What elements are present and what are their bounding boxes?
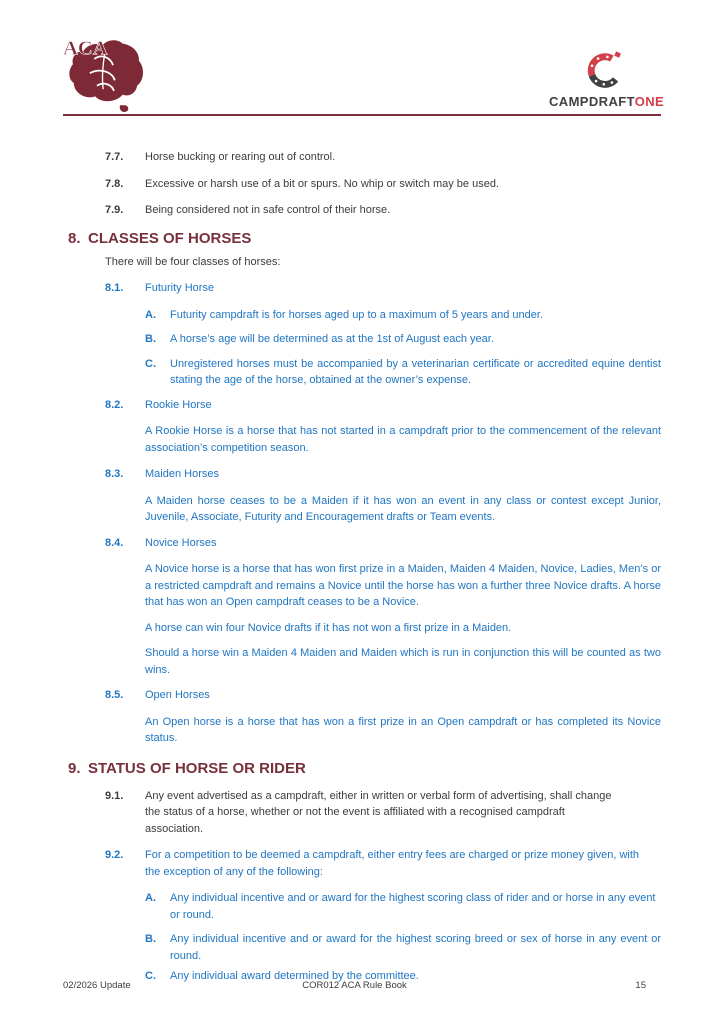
subclause-letter: B. [145,333,156,345]
clause-number: 8.2. [105,398,124,411]
clause-8-1 [105,280,661,297]
section-number: 9. [68,759,81,777]
section-9-heading [63,759,661,779]
page-footer [63,980,661,991]
section-title: CLASSES OF HORSES [88,229,252,247]
clause-8-4-paragraph-3: Should a horse win a Maiden 4 Maiden and Maiden which is run in conjunction this will be counted as two wins. [145,647,661,676]
aca-logo [60,34,150,116]
footer-update-label: 02/2026 Update [63,980,131,991]
aca-australia-map-icon [60,34,150,116]
campdraftone-logo [549,46,665,109]
section-number: 8. [68,229,81,247]
subclause-letter: A. [145,892,156,904]
clause-8-2 [105,397,661,414]
rule-text: Excessive or harsh use of a bit or spurs. No whip or switch may be used. [145,177,499,190]
clause-number: 8.1. [105,282,124,294]
clause-number: 8.3. [105,468,124,480]
footer-page-number: 15 [635,980,646,991]
rule-text: Being considered not in safe control of their horse. [145,204,391,216]
subclause-text: Unregistered horses must be accompanied by a veterinarian certificate or accredited equine dentist stating the age of the horse, obtained at the owner’s expense. [170,357,661,386]
rule-item-7-9 [105,202,661,219]
subclause-letter: A. [145,308,156,321]
campdraftone-horseshoe-c-icon [582,46,628,92]
section-title: STATUS OF HORSE OR RIDER [88,759,306,777]
subclause-letter: C. [145,970,156,982]
aca-logo-text: ACA [63,37,108,60]
rule-item-7-8 [105,176,661,193]
document-body [63,149,661,985]
clause-title: Novice Horses [145,536,217,549]
subclause-text: Any individual incentive and or award for the highest scoring breed or sex of horse in any event or round. [170,933,661,962]
rule-number: 7.9. [105,204,124,216]
subclause-letter: C. [145,357,156,370]
clause-title: Rookie Horse [145,398,212,411]
brand-one-text: ONE [634,94,665,109]
footer-document-title: COR012 ACA Rule Book [302,980,407,991]
campdraftone-wordmark [549,94,665,109]
clause-8-5 [105,687,661,704]
subclause-9-2-b [145,931,661,964]
subclause-8-1-a [145,307,661,324]
clause-text: Any event advertised as a campdraft, either in written or verbal form of advertising, shall change the status of a horse, whether or not the event is affiliated with a recognised campdraft association. [145,789,612,835]
subclause-text: Futurity campdraft is for horses aged up to a maximum of 5 years and under. [170,308,543,321]
clause-8-3 [105,466,661,483]
clause-number: 9.2. [105,849,124,861]
clause-title: Maiden Horses [145,468,219,480]
clause-8-3-paragraph: A Maiden horse ceases to be a Maiden if it has won an event in any class or contest except Junior, Juvenile, Associate, Futurity and Encouragement drafts or Team events. [145,494,661,523]
subclause-text: Any individual incentive and or award for the highest scoring class of rider and or horse in any event or round. [170,892,656,921]
clause-title: Futurity Horse [145,282,215,294]
clause-number: 8.4. [105,536,124,549]
rule-number: 7.8. [105,177,124,190]
clause-9-2 [105,847,661,880]
clause-8-4-paragraph-2: A horse can win four Novice drafts if it has not won a first prize in a Maiden. [145,621,512,634]
subclause-letter: B. [145,933,156,945]
clause-title: Open Horses [145,689,210,701]
clause-8-4-paragraph-1: A Novice horse is a horse that has won first prize in a Maiden, Maiden 4 Maiden, Novice, Ladies, Men’s or a restricted campdraft and remains a Novice until the horse has won a further three Novice drafts. A horse that has won an Open campdraft ceases to be a Novice. [145,563,661,608]
rule-number: 7.7. [105,151,124,163]
clause-8-4 [105,535,661,552]
brand-campdraft-text: CAMPDRAFT [549,94,635,109]
header-divider [63,114,661,116]
subclause-8-1-b [145,331,661,348]
section-8-heading [63,229,661,249]
section-8-intro: There will be four classes of horses: [105,255,281,268]
clause-text: For a competition to be deemed a campdraft, either entry fees are charged or prize money given, with the exception of any of the following: [145,849,640,878]
rule-item-7-7 [105,149,661,166]
rule-text: Horse bucking or rearing out of control. [145,151,336,163]
subclause-8-1-c [145,356,661,389]
subclause-text: Any individual award determined by the committee. [170,970,419,982]
clause-8-2-paragraph: A Rookie Horse is a horse that has not started in a campdraft prior to the commencement of the relevant association’s competition season. [145,425,661,454]
clause-8-5-paragraph: An Open horse is a horse that has won a first prize in an Open campdraft or has completed its Novice status. [145,715,661,744]
subclause-9-2-a [145,890,661,923]
clause-9-1 [105,788,661,838]
clause-number: 9.1. [105,789,124,802]
subclause-text: A horse’s age will be determined as at the 1st of August each year. [170,333,494,345]
clause-number: 8.5. [105,689,124,701]
